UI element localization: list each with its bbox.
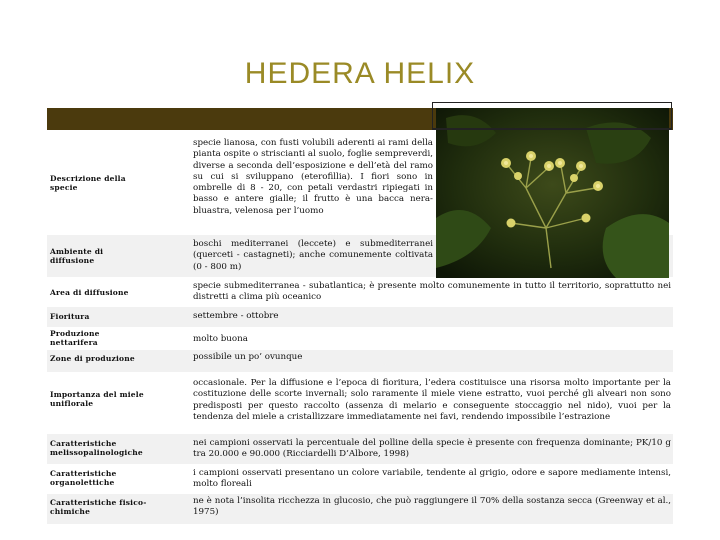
- row-value-importance: occasionale. Per la diffusione e l’epoca di fioritura, l’edera costituisce una risorsa molto importante per la costituzione delle scorte invernali; solo raramente il miele viene estratto, vuoi perché gli alveari non sono predisposti per questo raccolto (assenza di melario e conseguente stoccaggio nel nido), vuoi per la tendenza del miele a cristallizzare immediatamente nei favi, rendendo impossibile l’estrazione: [193, 378, 671, 422]
- slide-title: HEDERA HELIX: [244, 57, 476, 90]
- table-row: [47, 307, 673, 327]
- row-value-flowering: settembre - ottobre: [193, 311, 279, 321]
- row-label-area: Area di diffusione: [50, 288, 129, 297]
- row-label-flowering: Fioritura: [50, 312, 90, 321]
- row-value-organoleptic: i campioni osservati presentano un colore variabile, tendente al grigio, odore e sapore mediamente intensi, molto floreali: [193, 468, 671, 490]
- row-label-environment: Ambiente di diffusione: [50, 247, 104, 265]
- table-row: [47, 464, 673, 494]
- row-value-area: specie submediterranea - subatlantica; è presente molto comunemente in tutto il territorio, soprattutto nei distretti a clima più oceanico: [193, 281, 671, 303]
- table-row: [47, 372, 673, 434]
- table-row: [47, 350, 673, 372]
- row-label-melissopalynology: Caratteristiche melissopalinologiche: [50, 439, 143, 457]
- row-value-nectar: molto buona: [193, 334, 248, 344]
- row-label-description: Descrizione della specie: [50, 174, 126, 192]
- row-label-importance: Importanza del miele uniflorale: [50, 390, 144, 408]
- row-value-environment: boschi mediterranei (leccete) e submediterranei (querceti - castagneti); anche comunemente coltivata (0 - 800 m): [193, 239, 433, 272]
- row-label-zones: Zone di produzione: [50, 354, 135, 363]
- photo-frame: [432, 102, 672, 130]
- row-label-physicochemical: Caratteristiche fisico-chimiche: [50, 498, 147, 516]
- hedera-helix-photo: [436, 108, 669, 278]
- row-value-zones: possibile un po’ ovunque: [193, 352, 303, 362]
- ivy-flower-image: [436, 108, 669, 278]
- table-row: [47, 494, 673, 524]
- table-row: [47, 327, 673, 350]
- row-value-physicochemical: ne è nota l’insolita ricchezza in glucosio, che può raggiungere il 70% della sostanza secca (Greenway et al., 1975): [193, 496, 671, 518]
- table-row: [47, 277, 673, 307]
- row-label-organoleptic: Caratteristiche organolettiche: [50, 469, 117, 487]
- table-row: [47, 434, 673, 464]
- row-label-nectar: Produzione nettarifera: [50, 329, 100, 347]
- row-value-melissopalynology: nei campioni osservati la percentuale del polline della specie è presente con frequenza dominante; PK/10 g tra 20.000 e 90.000 (Ricciardelli D’Albore, 1998): [193, 438, 671, 460]
- row-value-description: specie lianosa, con fusti volubili aderenti ai rami della pianta ospite o striscianti al suolo, foglie sempreverdi, diverse a seconda dell’esposizione e dell’età del ramo su cui si sviluppano (eterofillia). I fiori sono in ombrelle di 8 - 20, con petali verdastri ripiegati in basso e antere gialle; il frutto è una bacca nera-bluastra, velenosa per l’uomo: [193, 138, 433, 216]
